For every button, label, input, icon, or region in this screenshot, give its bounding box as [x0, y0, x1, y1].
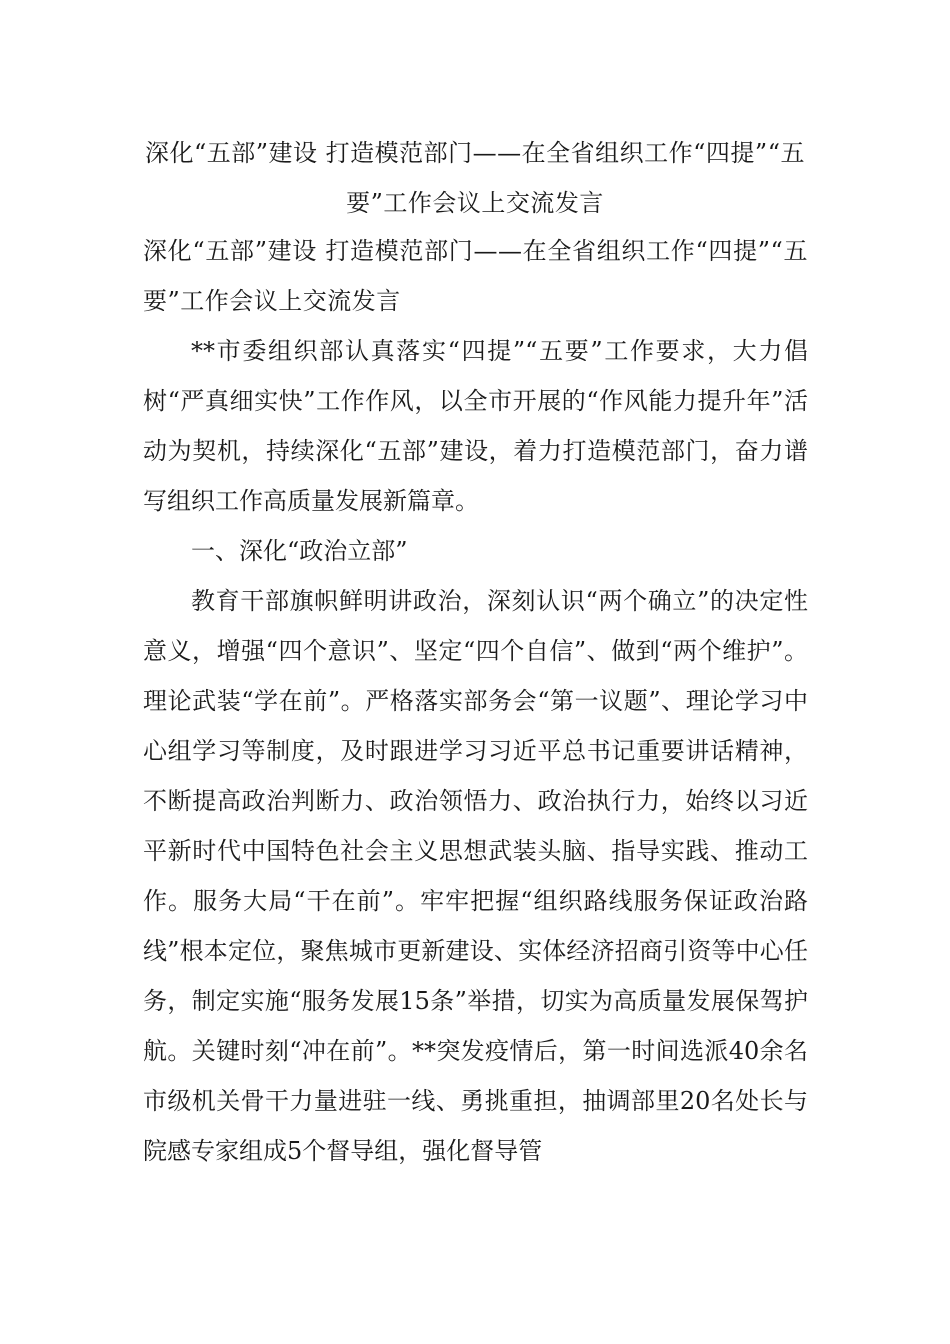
section-paragraph: 教育干部旗帜鲜明讲政治，深刻认识“两个确立”的决定性意义，增强“四个意识”、坚定“四个自信”、做到“两个维护”。理论武装“学在前”。严格落实部务会“第一议题”、理论学习中心组学习等制度，及时跟进学习习近平总书记重要讲话精神，不断提高政治判断力、政治领悟力、政治执行力，始终以习近平新时代中国特色社会主义思想武装头脑、指导实践、推动工作。服务大局“干在前”。牢牢把握“组织路线服务保证政治路线”根本定位，聚焦城市更新建设、实体经济招商引资等中心任务，制定实施“服务发展15条”举措，切实为高质量发展保驾护航。关键时刻“冲在前”。**突发疫情后，第一时间选派40余名市级机关骨干力量进驻一线、勇挑重担，抽调部里20名处长与院感专家组成5个督导组，强化督导管 — [143, 587, 808, 1165]
document-body — [143, 226, 808, 1176]
intro-paragraph: **市委组织部认真落实“四提”“五要”工作要求，大力倡树“严真细实快”工作作风，以全市开展的“作风能力提升年”活动为契机，持续深化“五部”建设，着力打造模范部门，奋力谱写组织工作高质量发展新篇章。 — [143, 337, 808, 515]
repeated-title: 深化“五部”建设 打造模范部门——在全省组织工作“四提”“五要”工作会议上交流发言 — [143, 237, 808, 315]
document-title: 深化“五部”建设 打造模范部门——在全省组织工作“四提”“五要”工作会议上交流发言 — [145, 139, 805, 217]
section-heading: 一、深化“政治立部” — [191, 537, 408, 565]
